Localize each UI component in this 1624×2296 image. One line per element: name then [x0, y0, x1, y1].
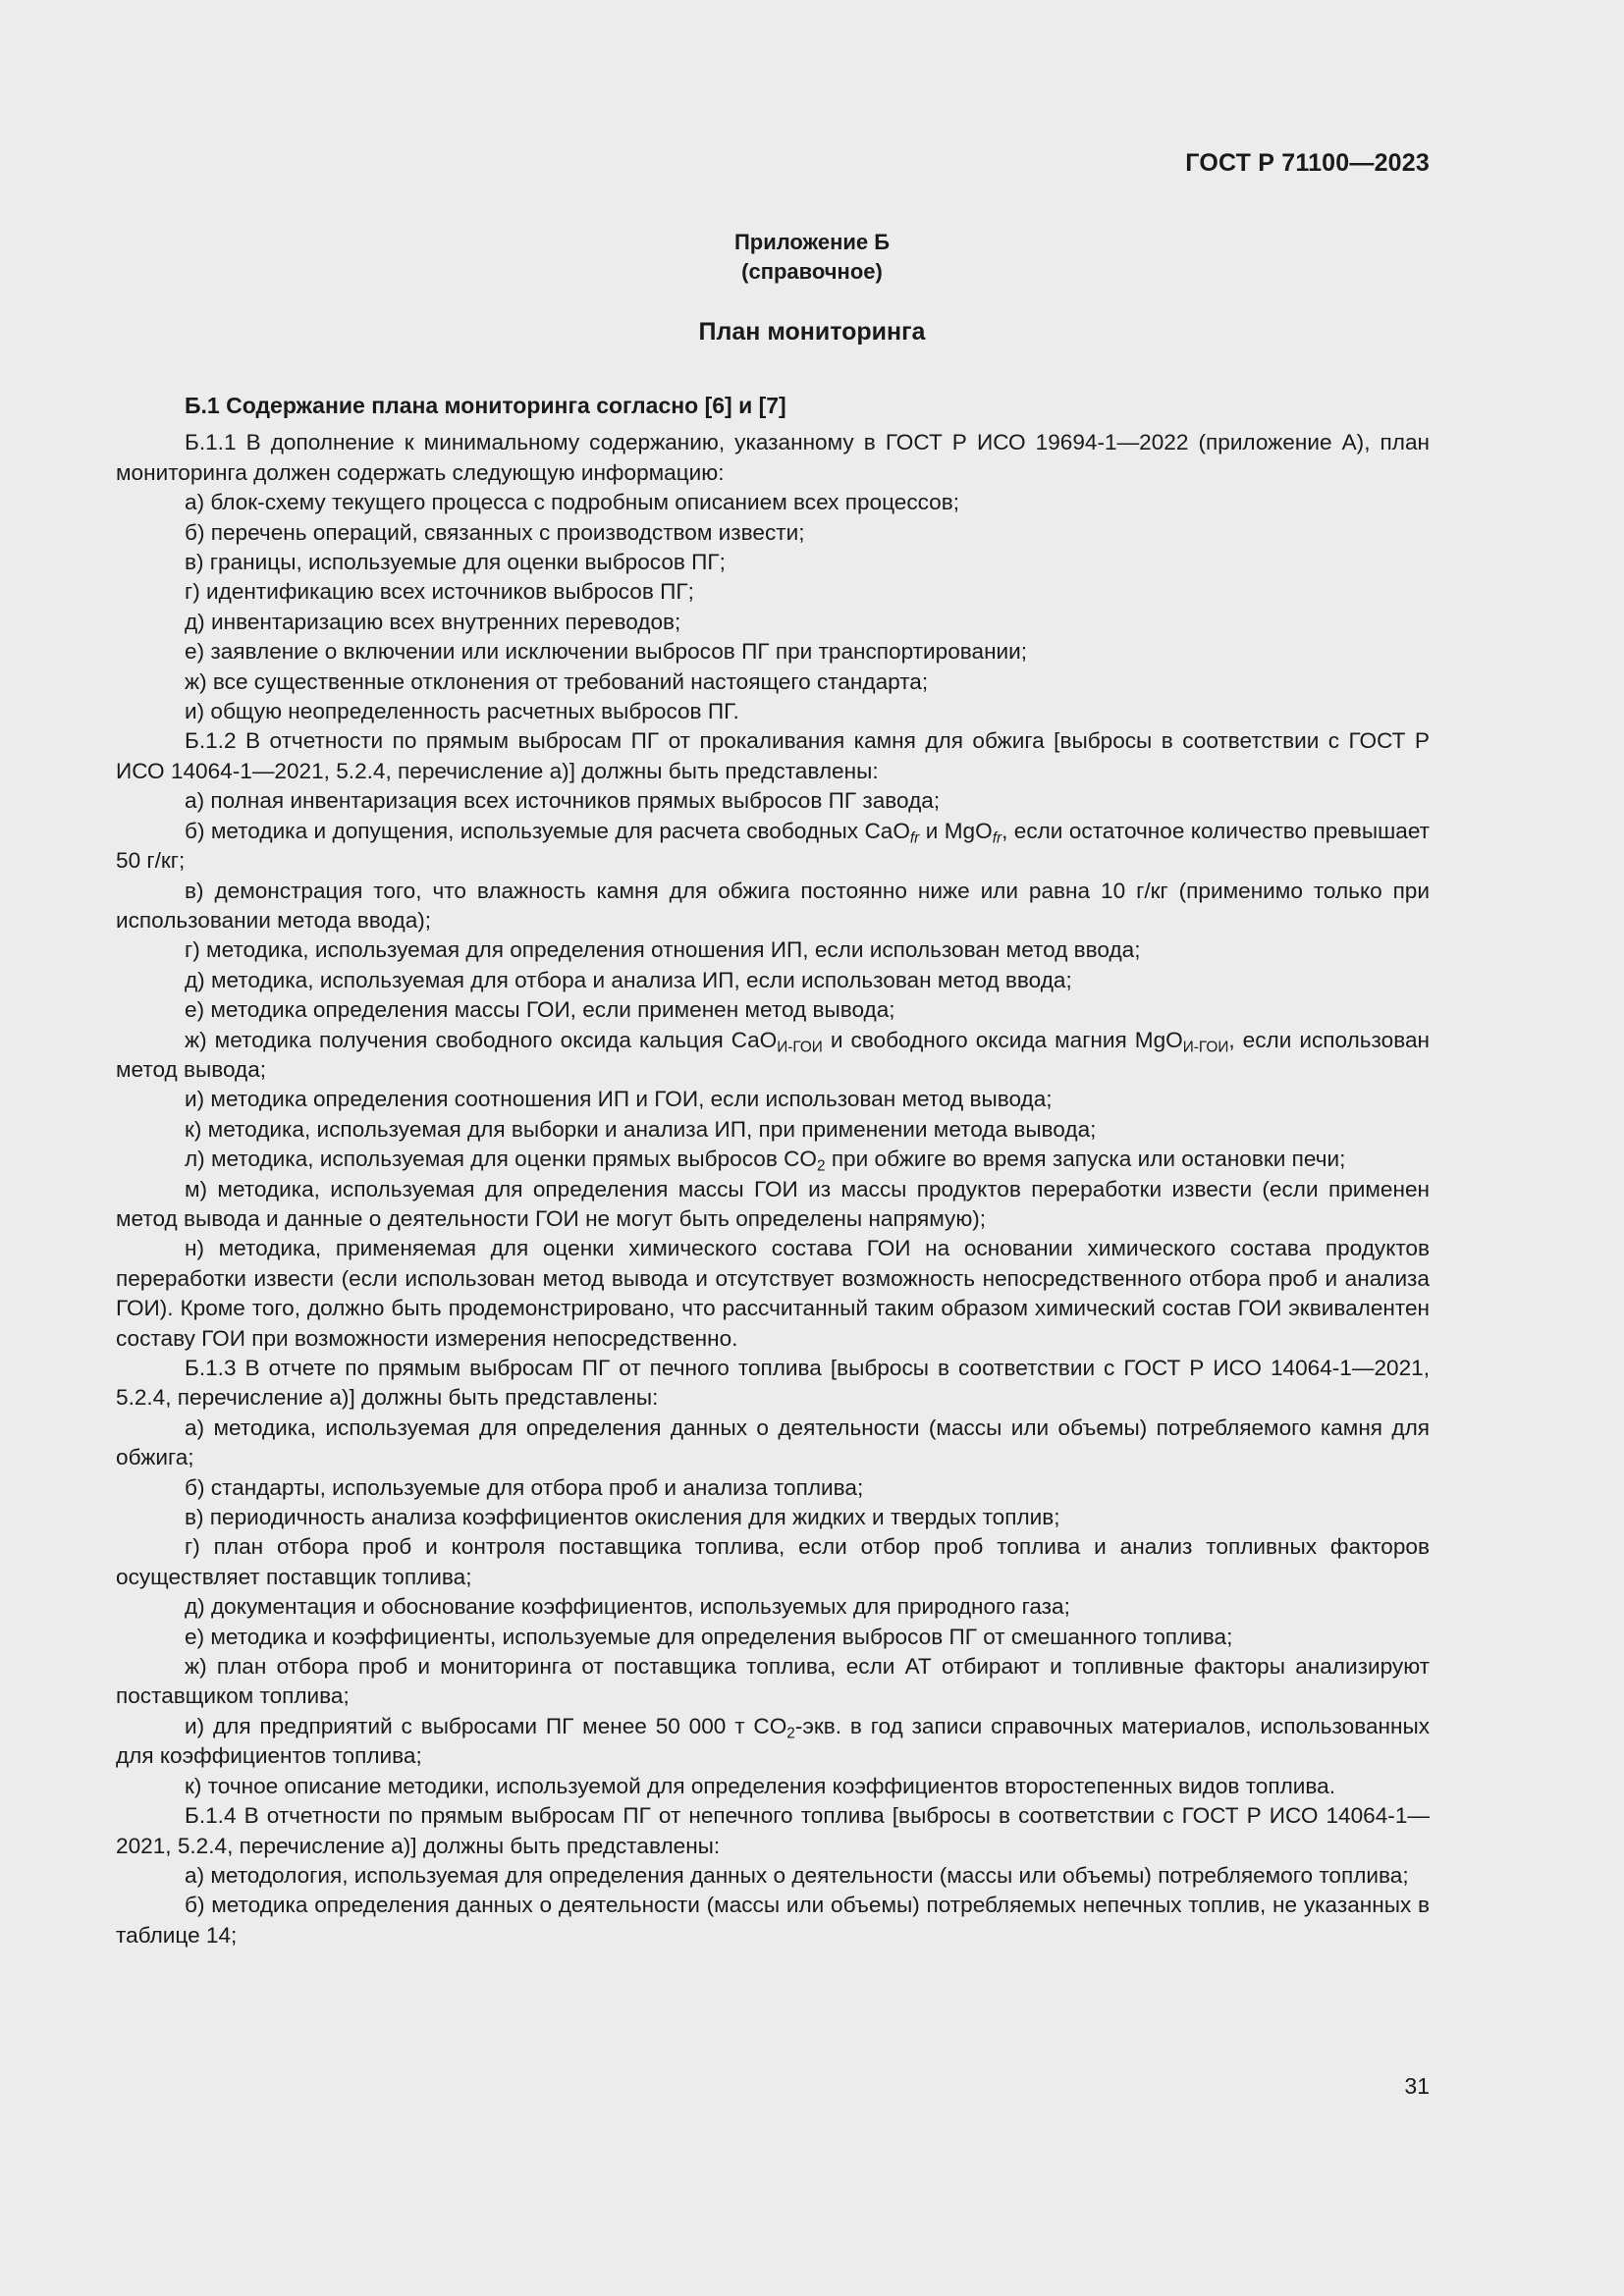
- list-item: г) план отбора проб и контроля поставщика топлива, если отбор проб топлива и анализ топливных факторов осуществляет поставщик топлива;: [116, 1534, 1430, 1589]
- subscript: fr: [909, 828, 920, 846]
- text-run: , если использован метод вывода;: [116, 1027, 1431, 1082]
- list-item: е) методика определения массы ГОИ, если применен метод вывода;: [185, 997, 895, 1023]
- section-heading: Б.1 Содержание плана мониторинга согласно [6] и [7]: [185, 393, 786, 418]
- text-run: и свободного оксида магния MgO: [822, 1027, 1183, 1052]
- list-item: б) методика определения данных о деятельности (массы или объемы) потребляемых непечных топлив, не указанных в таблице 14;: [116, 1893, 1430, 1948]
- list-item: в) периодичность анализа коэффициентов окисления для жидких и твердых топлив;: [185, 1505, 1060, 1530]
- list-item: [116, 1145, 1430, 1174]
- list-item: д) инвентаризацию всех внутренних переводов;: [185, 609, 681, 634]
- annex-label-block: [0, 228, 1624, 287]
- paragraph-b-1-2: Б.1.2 В отчетности по прямым выбросам ПГ от прокаливания камня для обжига [выбросы в соответствии с ГОСТ Р ИСО 14064-1—2021, 5.2.4, перечисление а)] должны быть представлены:: [116, 728, 1430, 783]
- text-run: и MgO: [919, 818, 993, 843]
- list-item: к) методика, используемая для выборки и анализа ИП, при применении метода вывода;: [185, 1116, 1097, 1142]
- list-item: н) методика, применяемая для оценки химического состава ГОИ на основании химического состава продуктов переработки извести (если использован метод вывода и отсутствует возможность непосредственного отбора проб и анализа ГОИ). Кроме того, должно быть продемонстрировано, что рассчитанный таким образом химический состав ГОИ эквивалентен составу ГОИ при возможности измерения непосредственно.: [116, 1236, 1430, 1351]
- text-run: , если остаточное количество превышает 50 г/кг;: [116, 818, 1430, 874]
- list-item: а) методика, используемая для определения данных о деятельности (массы или объемы) потребляемого камня для обжига;: [116, 1415, 1430, 1470]
- list-item: е) методика и коэффициенты, используемые для определения выбросов ПГ от смешанного топлива;: [185, 1624, 1233, 1649]
- text-run: при обжиге во время запуска или остановки печи;: [825, 1147, 1346, 1172]
- list-item: а) методология, используемая для определения данных о деятельности (массы или объемы) потребляемого топлива;: [185, 1862, 1409, 1888]
- list-item: ж) все существенные отклонения от требований настоящего стандарта;: [185, 668, 929, 694]
- annex-label: Приложение Б: [733, 230, 891, 254]
- list-item: г) идентификацию всех источников выбросов ПГ;: [185, 579, 694, 605]
- subscript: И-ГОИ: [777, 1038, 823, 1055]
- annex-title: План мониторинга: [698, 318, 926, 346]
- paragraph-b-1-4: Б.1.4 В отчетности по прямым выбросам ПГ от непечного топлива [выбросы в соответствии с ГОСТ Р ИСО 14064-1—2021, 5.2.4, перечисление а)] должны быть представлены:: [116, 1803, 1430, 1858]
- subscript: 2: [786, 1725, 795, 1742]
- list-item: а) блок-схему текущего процесса с подробным описанием всех процессов;: [185, 490, 960, 515]
- document-body: [116, 391, 1430, 1950]
- list-item: к) точное описание методики, используемой для определения коэффициентов второстепенных видов топлива.: [185, 1773, 1336, 1798]
- subscript: И-ГОИ: [1182, 1038, 1229, 1055]
- list-item: и) общую неопределенность расчетных выбросов ПГ.: [185, 699, 739, 724]
- paragraph-b-1-1: Б.1.1 В дополнение к минимальному содержанию, указанному в ГОСТ Р ИСО 19694-1—2022 (приложение А), план мониторинга должен содержать следующую информацию:: [116, 430, 1430, 485]
- text-run: и) для предприятий с выбросами ПГ менее 50 000 т CO: [185, 1713, 787, 1738]
- list-item: а) полная инвентаризация всех источников прямых выбросов ПГ завода;: [185, 788, 941, 814]
- list-item: в) демонстрация того, что влажность камня для обжига постоянно ниже или равна 10 г/кг (применимо только при использовании метода ввода);: [116, 878, 1430, 933]
- list-item: и) методика определения соотношения ИП и ГОИ, если использован метод вывода;: [185, 1087, 1053, 1112]
- text-run: б) методика и допущения, используемые для расчета свободных CaO: [185, 818, 910, 843]
- text-run: ж) методика получения свободного оксида кальция CaO: [185, 1027, 778, 1052]
- list-item: [116, 817, 1430, 877]
- text-run: -экв. в год записи справочных материалов, использованных для коэффициентов топлива;: [116, 1713, 1430, 1769]
- list-item: [116, 1712, 1430, 1772]
- list-item: ж) план отбора проб и мониторинга от поставщика топлива, если АТ отбирают и топливные факторы анализируют поставщиком топлива;: [116, 1654, 1430, 1709]
- paragraph-b-1-3: Б.1.3 В отчете по прямым выбросам ПГ от печного топлива [выбросы в соответствии с ГОСТ Р ИСО 14064-1—2021, 5.2.4, перечисление а)] должны быть представлены:: [116, 1356, 1430, 1411]
- list-item: б) перечень операций, связанных с производством извести;: [185, 519, 805, 545]
- list-item: б) стандарты, используемые для отбора проб и анализа топлива;: [185, 1474, 864, 1500]
- subscript: 2: [817, 1157, 826, 1175]
- list-item: м) методика, используемая для определения массы ГОИ из массы продуктов переработки извести (если применен метод вывода и данные о деятельности ГОИ не могут быть определены напрямую);: [116, 1176, 1430, 1231]
- document-code: ГОСТ Р 71100—2023: [1185, 149, 1430, 177]
- subscript: fr: [992, 828, 1002, 846]
- list-item: е) заявление о включении или исключении выбросов ПГ при транспортировании;: [185, 639, 1028, 665]
- list-item: в) границы, используемые для оценки выбросов ПГ;: [185, 550, 726, 575]
- page-number: 31: [1404, 2073, 1430, 2099]
- annex-status: (справочное): [741, 259, 883, 284]
- list-item: д) документация и обоснование коэффициентов, используемых для природного газа;: [185, 1594, 1070, 1620]
- list-item: д) методика, используемая для отбора и анализа ИП, если использован метод ввода;: [185, 967, 1072, 992]
- list-item: г) методика, используемая для определения отношения ИП, если использован метод ввода;: [185, 937, 1141, 963]
- list-item: [116, 1026, 1430, 1086]
- text-run: л) методика, используемая для оценки прямых выбросов CO: [185, 1147, 817, 1172]
